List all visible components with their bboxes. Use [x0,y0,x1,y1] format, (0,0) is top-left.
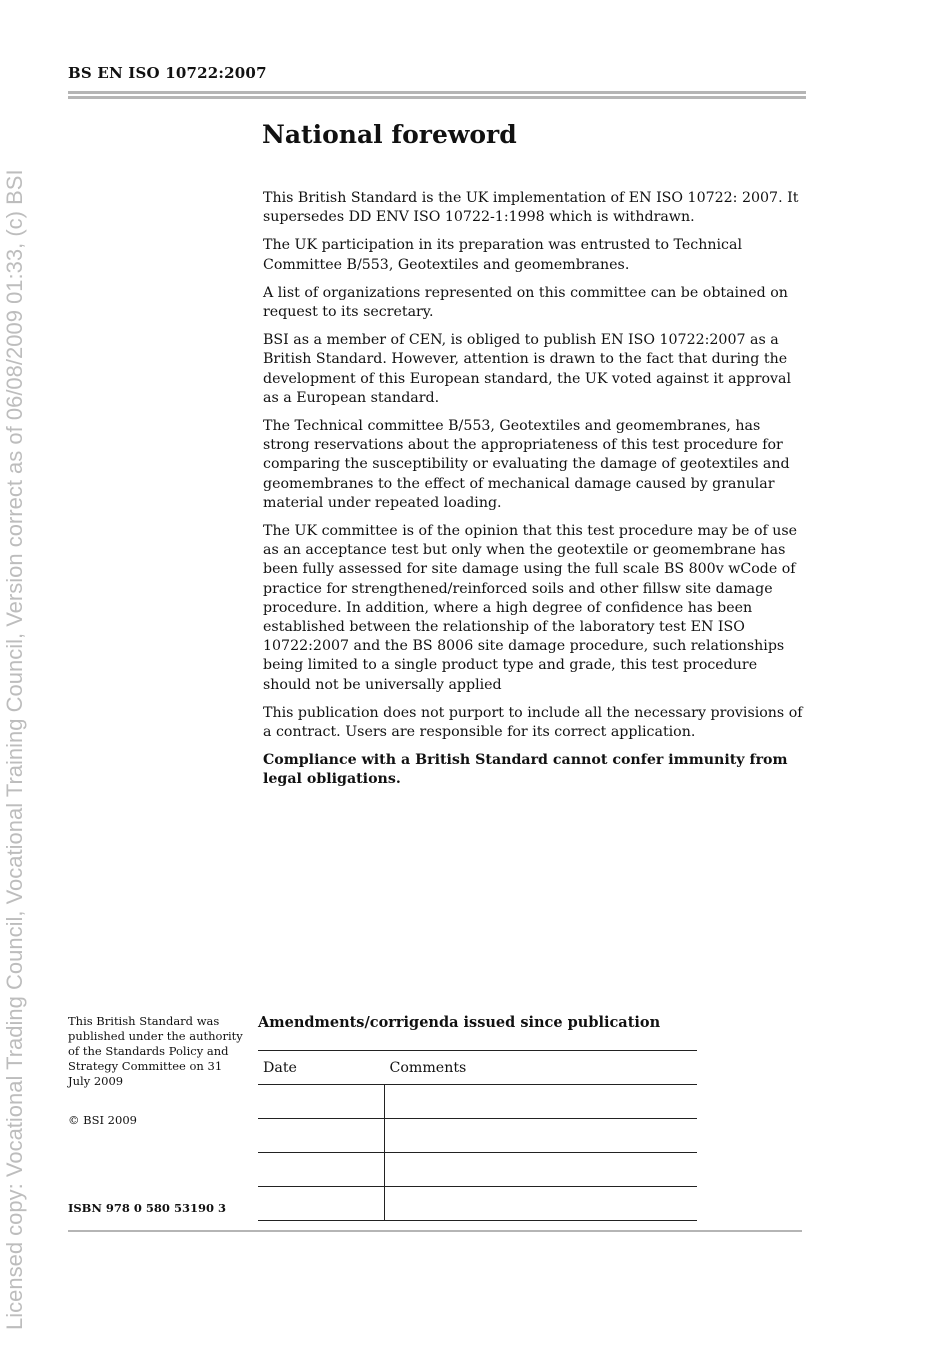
paragraph: BSI as a member of CEN, is obliged to publish EN ISO 10722:2007 as a British Standard. However, attention is drawn to the fact that during the development of this European standard, the UK voted against it approval as a European standard. [263,332,792,406]
date-cell [258,1187,385,1221]
comments-cell [385,1187,698,1221]
column-header-date: Date [258,1051,385,1085]
paragraph: This publication does not purport to include all the necessary provisions of a contract. Users are responsible for its correct application. [263,704,803,741]
foreword-body [263,189,808,799]
page-title: National foreword [262,120,517,149]
header-rule-2 [68,96,806,99]
table-row [258,1153,697,1187]
isbn-number: ISBN 978 0 580 53190 3 [68,1201,226,1215]
table-row [258,1085,697,1119]
paragraph: The UK committee is of the opinion that this test procedure may be of use as an acceptance test but only when the geotextile or geomembrane has been fully assessed for site damage using the full scale BS 800v wCode of practice for strengthened/reinforced soils and other fillsw site damage procedure. In addition, where a high degree of confidence has been established between the relationship of the laboratory test EN ISO 10722:2007 and the BS 8006 site damage procedure, such relationships being limited to a single product type and grade, this test procedure should not be universally applied [263,523,798,693]
amendments-title: Amendments/corrigenda issued since publication [258,1014,661,1031]
standard-number-header: BS EN ISO 10722:2007 [68,64,267,82]
amendments-table [258,1050,697,1221]
paragraph: The Technical committee B/553, Geotextiles and geomembranes, has strong reservations about the appropriateness of this test procedure for comparing the susceptibility or evaluating the damage of geotextiles and geomembranes to the effect of mechanical damage caused by granular material under repeated loading. [263,418,790,511]
comments-cell [385,1119,698,1153]
compliance-note: Compliance with a British Standard cannot confer immunity from legal obligations. [263,752,788,788]
table-row [258,1187,697,1221]
license-watermark [0,0,60,1345]
watermark-text: Licensed copy: Vocational Trading Council, Vocational Training Council, Version correct as of 06/08/2009 01:33, (c) BSI [2,169,27,1330]
date-cell [258,1153,385,1187]
date-cell [258,1085,385,1119]
comments-cell [385,1153,698,1187]
header-rule-1 [68,91,806,94]
paragraph: This British Standard is the UK implementation of EN ISO 10722: 2007. It supersedes DD ENV ISO 10722-1:1998 which is withdrawn. [263,190,799,226]
publication-note: This British Standard was published under the authority of the Standards Policy and Strategy Committee on 31 July 2009 [68,1014,243,1088]
date-cell [258,1119,385,1153]
table-header-row [258,1051,697,1085]
comments-cell [385,1085,698,1119]
paragraph: The UK participation in its preparation was entrusted to Technical Committee B/553, Geotextiles and geomembranes. [263,237,742,273]
copyright-notice: © BSI 2009 [68,1113,137,1127]
footer-rule [68,1230,802,1232]
table-row [258,1119,697,1153]
column-header-comments: Comments [385,1051,698,1085]
paragraph: A list of organizations represented on this committee can be obtained on request to its secretary. [263,284,788,321]
